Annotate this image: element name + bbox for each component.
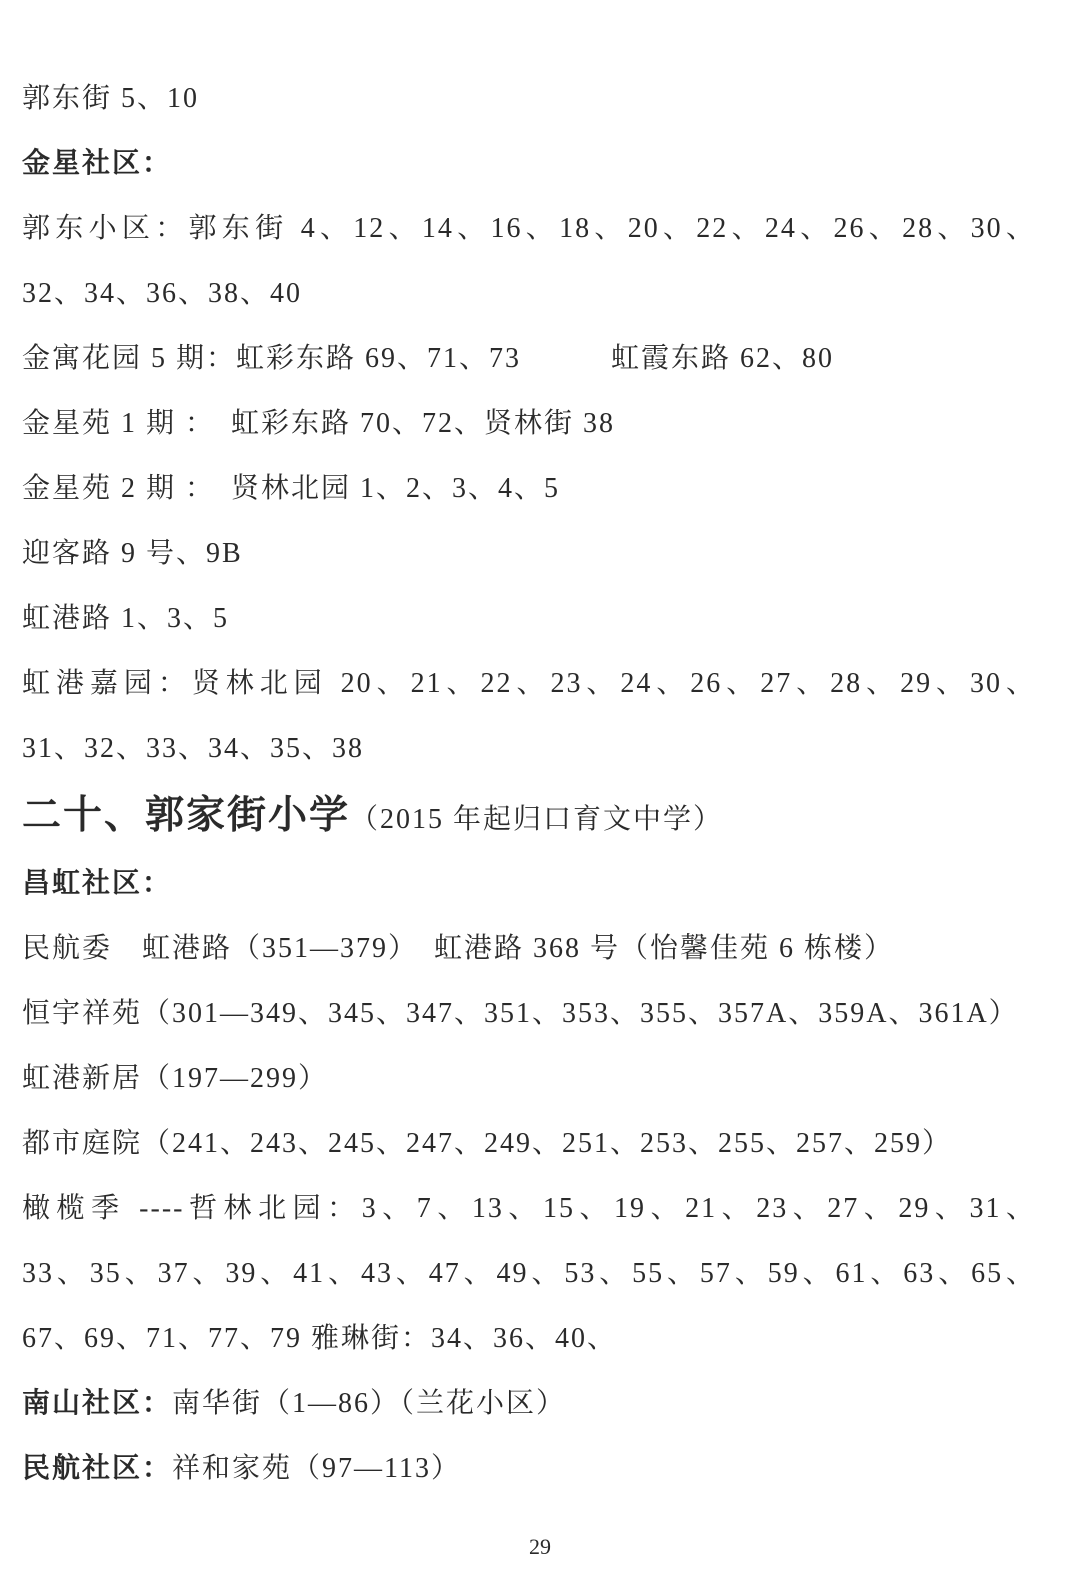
line-segment: 31、32、33、34、35、38	[22, 733, 365, 764]
line-segment: 金星苑 1 期 ： 虹彩东路 70、72、贤林街 38	[22, 408, 616, 439]
text-line	[22, 326, 1036, 391]
text-line	[22, 586, 1036, 651]
text-line	[22, 981, 1036, 1046]
line-segment: 南山社区：	[22, 1388, 173, 1419]
text-line	[22, 916, 1036, 981]
line-segment: 67、69、71、77、79 雅琳街：34、36、40、	[22, 1323, 618, 1354]
text-line	[22, 1176, 1036, 1241]
text-line	[22, 1371, 1036, 1436]
text-line	[22, 391, 1036, 456]
text-line	[22, 1436, 1036, 1501]
line-segment: 金星苑 2 期 ： 贤林北园 1、2、3、4、5	[22, 473, 561, 504]
text-line	[22, 1241, 1036, 1306]
text-line	[22, 261, 1036, 326]
line-segment: 祥和家苑（97—113）	[172, 1453, 461, 1484]
line-segment: 虹港嘉园：贤林北园 20、21、22、23、24、26、27、28、29、30、	[22, 668, 1036, 699]
line-segment: 郭东小区：郭东街 4、12、14、16、18、20、22、24、26、28、30、	[22, 213, 1036, 244]
text-line	[22, 716, 1036, 781]
line-segment: （2015 年起归口育文中学）	[350, 804, 724, 835]
text-line	[22, 1046, 1036, 1111]
line-segment: 都市庭院（241、243、245、247、249、251、253、255、257、259）	[22, 1128, 953, 1159]
line-segment: 恒宇祥苑（301—349、345、347、351、353、355、357A、359A、361A）	[22, 998, 1019, 1029]
text-line	[22, 196, 1036, 261]
text-line	[22, 851, 1036, 916]
line-segment: 虹港路 1、3、5	[22, 603, 230, 634]
page-number: 29	[529, 1534, 551, 1559]
line-segment: 虹港新居（197—299）	[22, 1063, 329, 1094]
line-segment: 迎客路 9 号、9B	[22, 538, 243, 569]
text-line	[22, 1306, 1036, 1371]
line-segment: 郭东街 5、10	[22, 83, 200, 114]
line-segment: 民航委 虹港路（351—379） 虹港路 368 号（怡馨佳苑 6 栋楼）	[22, 933, 895, 964]
line-segment: 二十、郭家街小学	[22, 794, 351, 837]
line-segment: 南华街（1—86）（兰花小区）	[172, 1388, 567, 1419]
section-heading	[22, 781, 1036, 851]
line-segment: 32、34、36、38、40	[22, 278, 303, 309]
line-segment: 橄榄季 ----哲林北园：3、7、13、15、19、21、23、27、29、31、	[22, 1193, 1036, 1224]
text-line	[22, 651, 1036, 716]
text-line	[22, 66, 1036, 131]
text-line	[22, 131, 1036, 196]
text-line	[22, 456, 1036, 521]
line-segment: 金星社区：	[22, 148, 173, 179]
line-segment: 民航社区：	[22, 1453, 173, 1484]
line-segment: 昌虹社区：	[22, 868, 173, 899]
text-line	[22, 521, 1036, 586]
line-segment: 33、35、37、39、41、43、47、49、53、55、57、59、61、63、65、	[22, 1258, 1036, 1289]
line-segment: 金寓花园 5 期：虹彩东路 69、71、73 虹霞东路 62、80	[22, 343, 835, 374]
text-line	[22, 1111, 1036, 1176]
